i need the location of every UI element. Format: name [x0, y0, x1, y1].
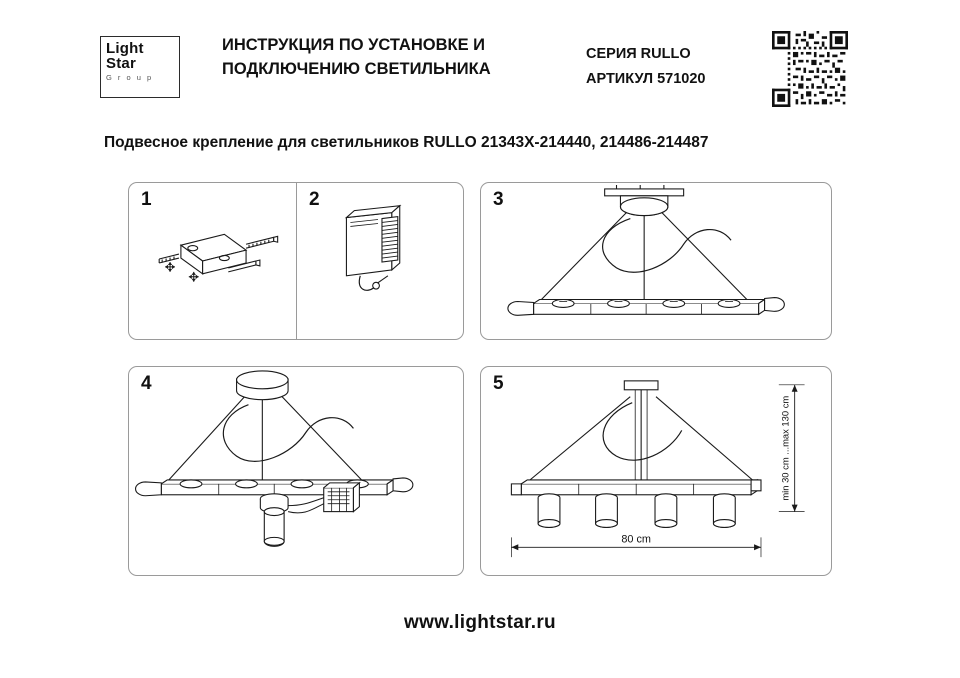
step-panel-5: [480, 366, 832, 576]
step-panel-3: [480, 182, 832, 340]
footer-website-link[interactable]: www.lightstar.ru: [404, 612, 556, 633]
step-panel-1: [128, 182, 296, 340]
document-title: [222, 34, 572, 82]
step-number-3: 3: [493, 189, 504, 210]
brand-logo: [100, 36, 180, 98]
product-article: АРТИКУЛ 571020: [586, 71, 706, 88]
step-panel-4: [128, 366, 464, 576]
brand-logo-text: [106, 41, 166, 95]
step-number-5: 5: [493, 373, 504, 394]
qr-code-icon: [772, 31, 848, 107]
step-figure-5: [481, 367, 831, 575]
header: [100, 34, 860, 106]
step-figure-4: [129, 367, 463, 575]
step-number-1: 1: [141, 189, 152, 210]
footer: [0, 612, 960, 634]
product-meta: [586, 42, 786, 93]
step-panel-2: [296, 182, 464, 340]
step-figure-2: [297, 183, 463, 339]
dimension-width-label: 80 cm: [621, 533, 652, 546]
page-subtitle: Подвесное крепление для светильников RULLO 21343Х-214440, 214486-214487: [104, 134, 709, 151]
step-number-2: 2: [309, 189, 320, 210]
document-title-line2: ПОДКЛЮЧЕНИЮ СВЕТИЛЬНИКА: [222, 59, 491, 78]
step-figure-3: [481, 183, 831, 339]
dimension-height-label: min 30 cm ...max 130 cm: [779, 395, 791, 501]
step-figure-1: [129, 183, 296, 339]
brand-logo-line2: Star: [106, 55, 136, 73]
product-series: СЕРИЯ RULLO: [586, 46, 691, 62]
step-number-4: 4: [141, 373, 152, 394]
brand-logo-line1: Light: [106, 40, 144, 57]
document-title-line1: ИНСТРУКЦИЯ ПО УСТАНОВКЕ И: [222, 36, 486, 54]
brand-logo-subtitle: G r o u p: [106, 72, 154, 82]
